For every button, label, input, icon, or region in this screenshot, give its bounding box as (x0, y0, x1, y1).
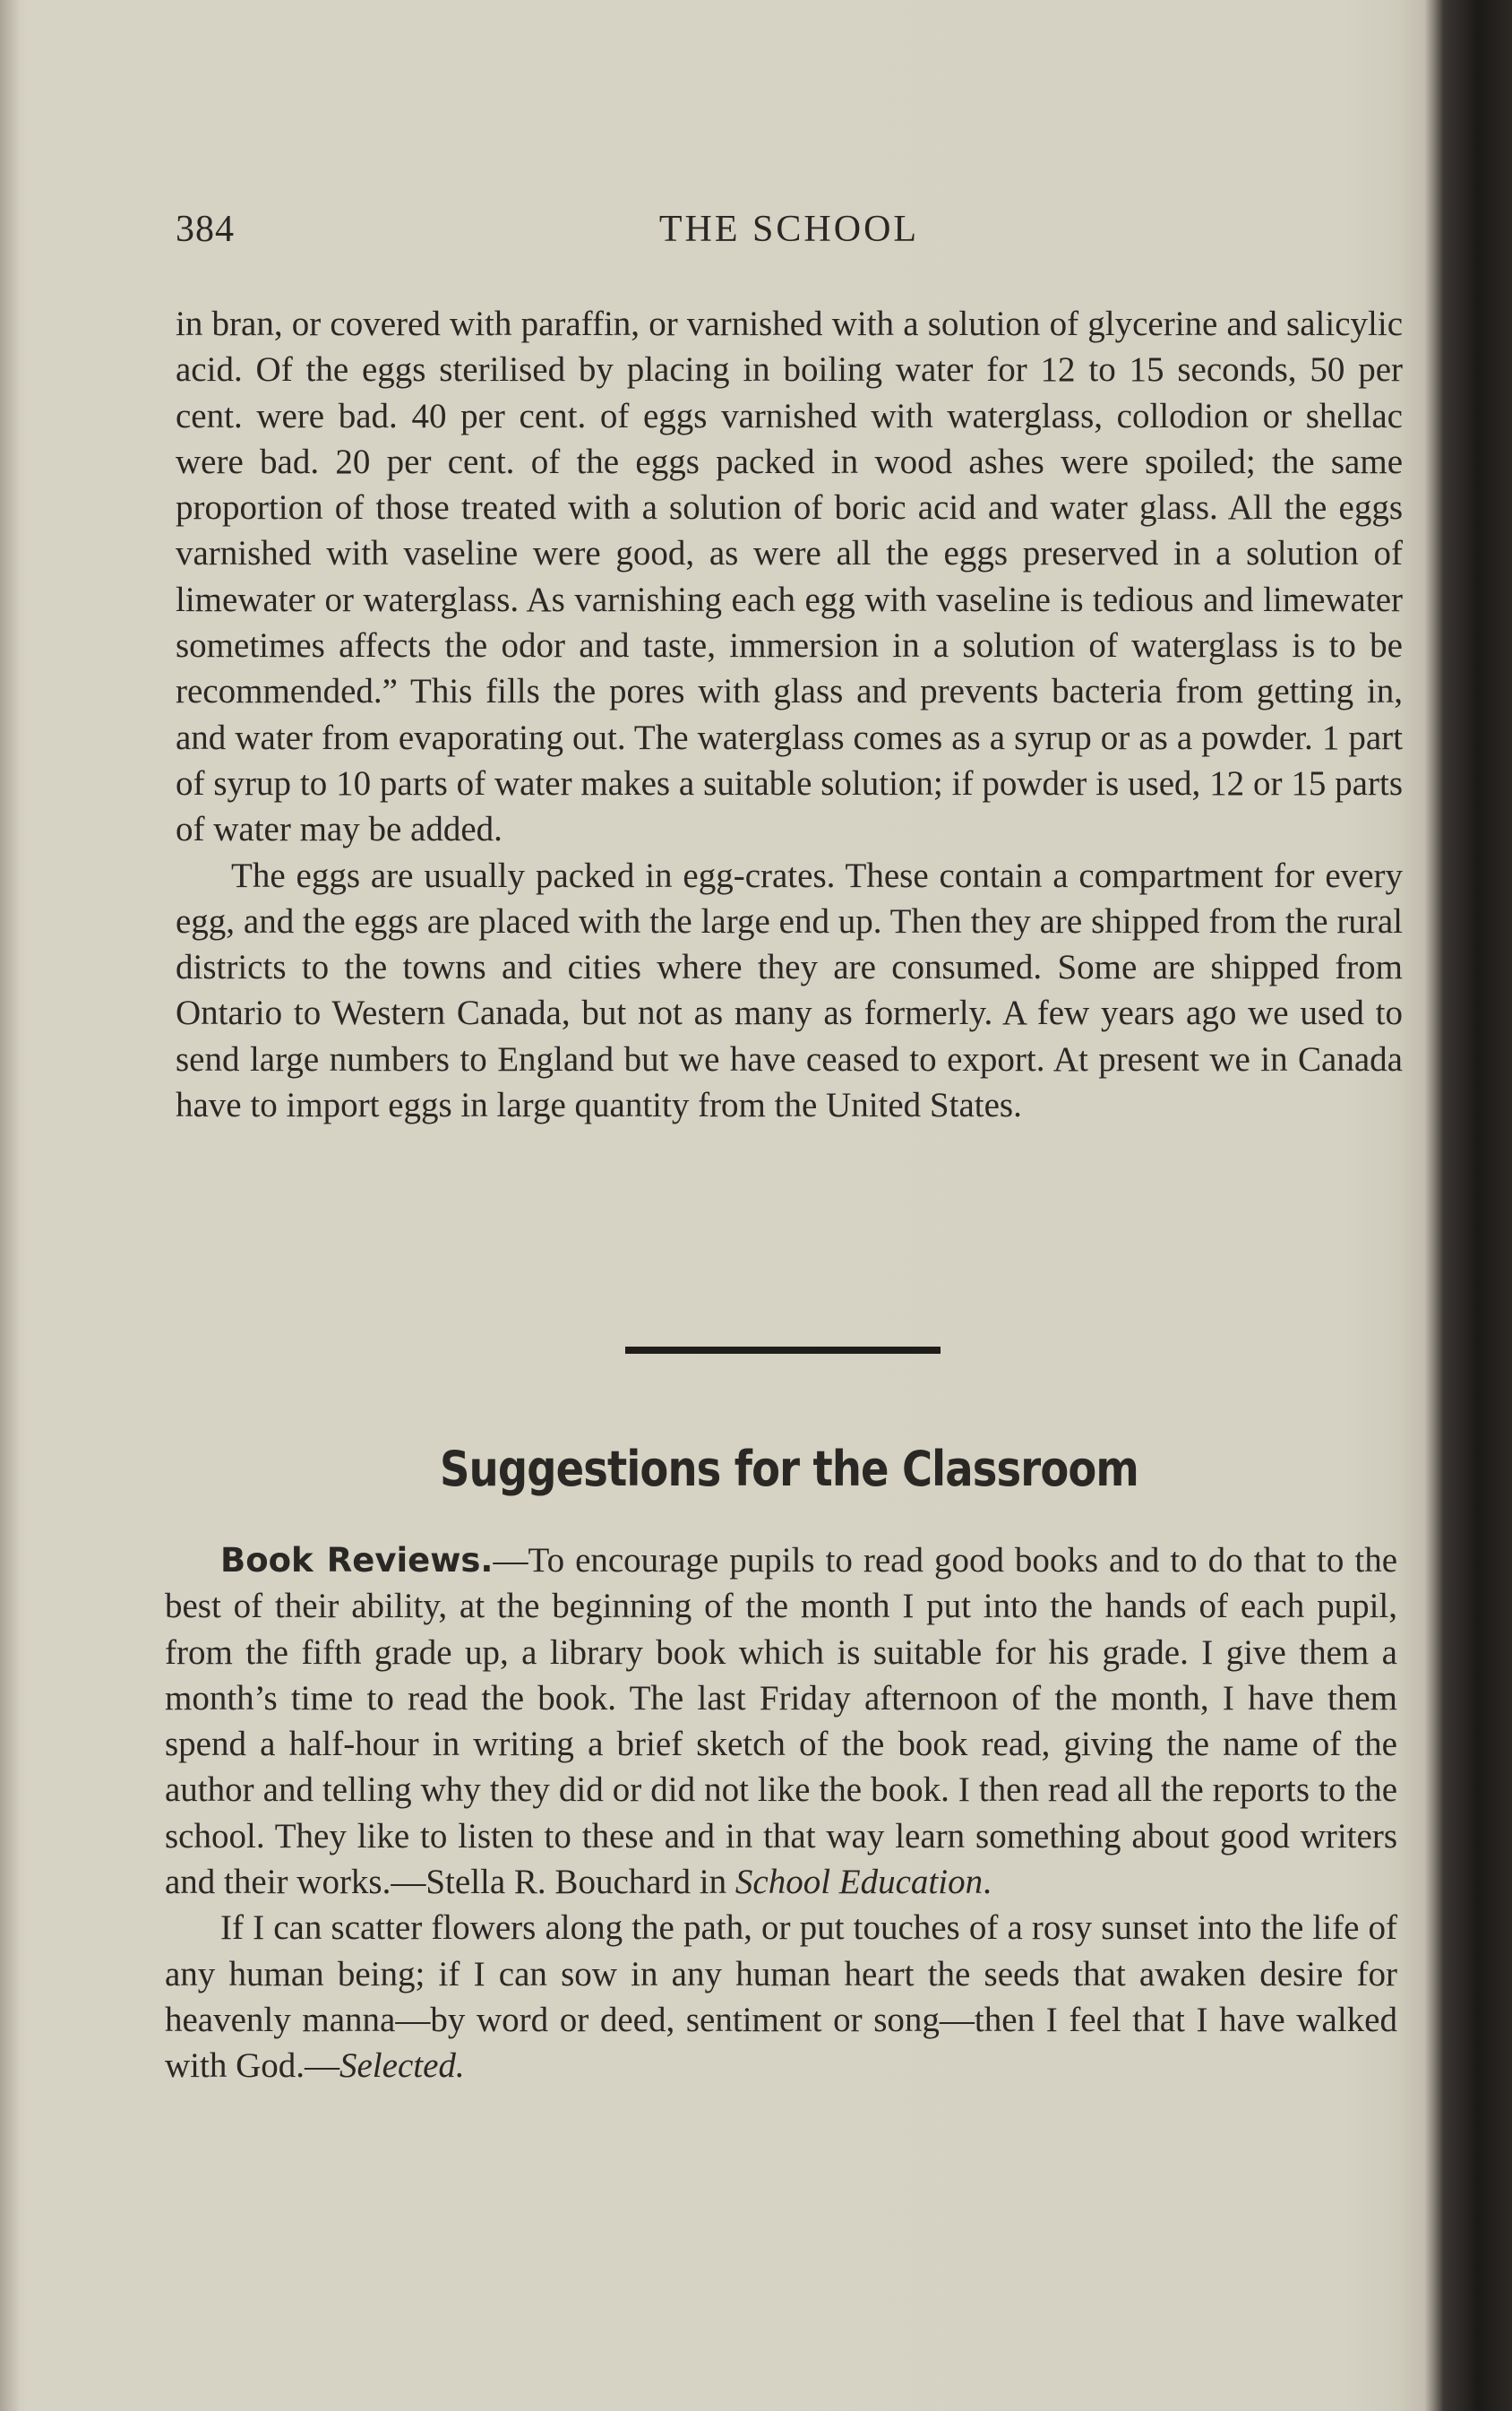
article-paragraph-2: The eggs are usually packed in egg-crates. These contain a compartment for every egg, and the eggs are placed with the large end up. Then they are shipped from the rural districts to the towns and cities where they are consumed. Some are shipped from Ontario to Western Canada, but not as many as formerly. A few years ago we used to send large numbers to England but we have ceased to export. At present we in Canada have to import eggs in large quantity from the United States. (176, 856, 1403, 1125)
book-reviews-source: School Education (735, 1863, 984, 1902)
book-reviews-lead-in: Book Reviews. (220, 1541, 494, 1580)
page-number: 384 (176, 209, 235, 250)
article-paragraph-1: in bran, or covered with paraffin, or varnished with a solution of glycerine and salicylic acid. Of the eggs sterilised by placing in boiling water for 12 to 15 seconds, 50 per cent. were bad. 40 per cent. of eggs varnished with waterglass, collodion or shellac were bad. 20 per cent. of the eggs packed in wood ashes were spoiled; the same proportion of those treated with a solution of boric acid and water glass. All the eggs varnished with vaseline were good, as were all the eggs preserved in a solution of limewater or waterglass. As varnishing each egg with vaseline is tedious and limewater sometimes affects the odor and taste, immersion in a solution of waterglass is to be recommended.” This fills the pores with glass and prevents bacteria from getting in, and water from evaporating out. The waterglass comes as a syrup or as a powder. 1 part of syrup to 10 parts of water makes a suitable solution; if powder is used, 12 or 15 parts of water may be added. (176, 305, 1403, 849)
journal-title: THE SCHOOL (658, 209, 920, 250)
page-gutter-shadow (0, 0, 20, 2411)
section-divider-rule (625, 1347, 941, 1354)
classroom-suggestions (165, 1537, 1397, 2089)
continued-article (176, 301, 1403, 1128)
book-reviews-text: —To encourage pupils to read good books and to do that to the best of their ability, at the beginning of the month I put into the hands of each pupil, from the fifth grade up, a library book which is suitable for his grade. I give them a month’s time to read the book. The last Friday afternoon of the month, I have them spend a half-hour in writing a brief sketch of the book read, giving the name of the author and telling why they did or did not like the book. I then read all the reports to the school. They like to listen to these and in that way learn something about good writers and their works.—Stella R. Bouchard in (165, 1541, 1397, 1902)
quote-paragraph (165, 1905, 1397, 2088)
book-reviews-end: . (983, 1863, 992, 1902)
book-reviews-paragraph (165, 1537, 1397, 1905)
quote-text: If I can scatter flowers along the path, or put touches of a rosy sunset into the life of any human being; if I can sow in any human heart the seeds that awaken desire for heavenly manna—by word or deed, sentiment or song—then I feel that I have walked with God.— (165, 1908, 1397, 2086)
running-head (176, 208, 1403, 262)
section-heading: Suggestions for the Classroom (440, 1441, 1138, 1497)
quote-attribution: Selected. (339, 2046, 465, 2086)
